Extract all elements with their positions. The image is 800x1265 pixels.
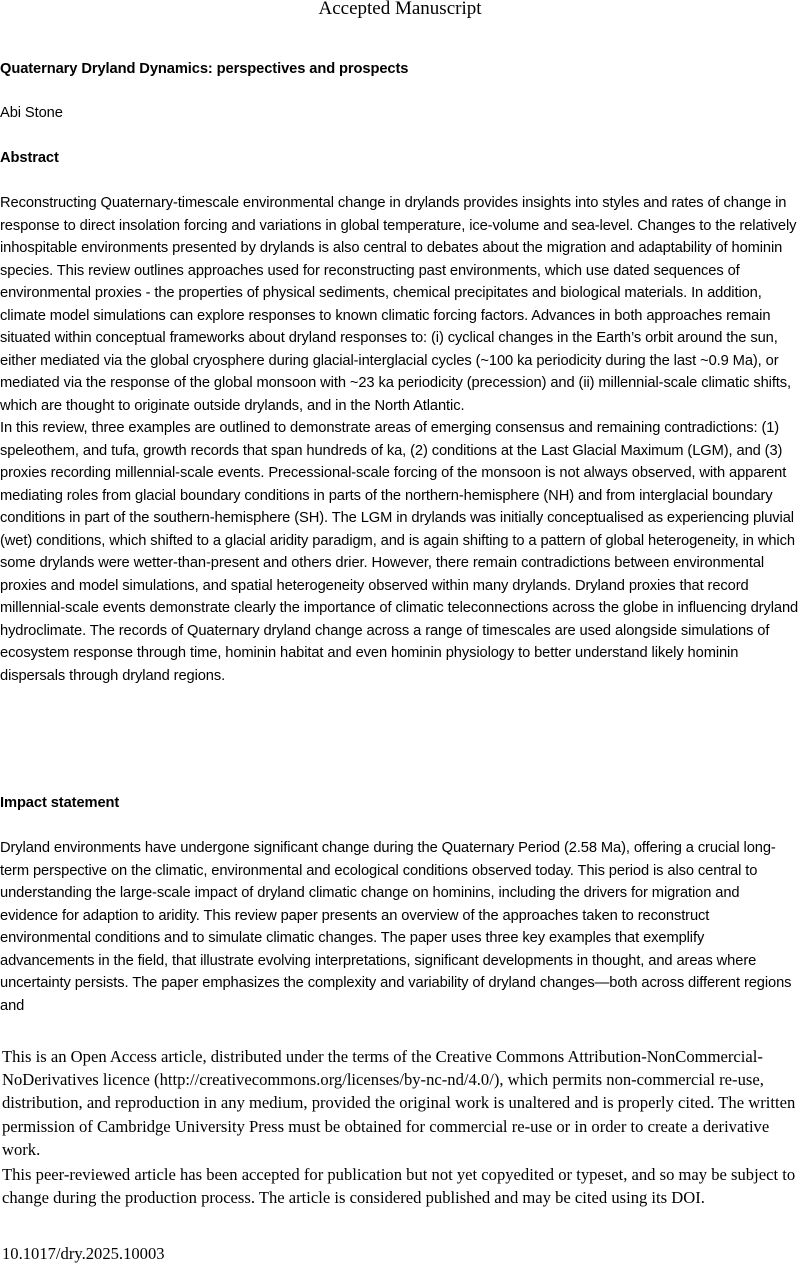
abstract-paragraph-2: In this review, three examples are outlined to demonstrate areas of emerging consensus and remaining contradictions: (1) speleothem, and tufa, growth records that span hundreds of ka, (2) conditions at the Last Glacial Maximum (LGM), and (3) proxies recording millennial-scale events. Precessional-scale forcing of the monsoon is not always observed, with apparent mediating roles from glacial boundary conditions in parts of the northern-hemisphere (NH) and from interglacial boundary conditions in part of the southern-hemisphere (SH). The LGM in drylands was initially conceptualised as experiencing pluvial (wet) conditions, which shifted to a glacial aridity paradigm, and is again shifting to a pattern of global heterogeneity, in which some drylands were wetter-than-present and others drier. However, there remain contradictions between environmental proxies and model simulations, and spatial heterogeneity observed within many drylands. Dryland proxies that record millennial-scale events demonstrate clearly the importance of climatic teleconnections across the globe in influencing dryland hydroclimate. The records of Quaternary dryland change across a range of timescales are used alongside simulations of ecosystem response through time, hominin habitat and even hominin physiology to better understand likely hominin dispersals through dryland regions. [0, 420, 799, 684]
paper-title: Quaternary Dryland Dynamics: perspectives and prospects [0, 61, 409, 77]
impact-heading: Impact statement [0, 795, 120, 811]
abstract-paragraph-1: Reconstructing Quaternary-timescale environmental change in drylands provides insights into styles and rates of change in response to direct insolation forcing and variations in global temperature, ice-volume and sea-level. Changes to the relatively inhospitable environments presented by drylands is also central to debates about the migration and adaptability of hominin species. This review outlines approaches used for reconstructing past environments, which use dated sequences of environmental proxies - the properties of physical sediments, chemical precipitates and biological materials. In addition, climate model simulations can explore responses to known climatic forcing factors. Advances in both approaches remain situated within conceptual frameworks about dryland responses to: (i) cyclical changes in the Earth’s orbit around the sun, either mediated via the global cryosphere during glacial-interglacial cycles (~100 ka periodicity during the last ~0.9 Ma), or mediated via the response of the global monsoon with ~23 ka periodicity (precession) and (ii) millennial-scale climatic shifts, which are thought to originate outside drylands, and in the North Atlantic. [0, 195, 797, 414]
impact-body [0, 837, 800, 1017]
author-name: Abi Stone [0, 105, 63, 121]
doi: 10.1017/dry.2025.10003 [2, 1244, 165, 1263]
running-header: Accepted Manuscript [318, 0, 482, 19]
impact-paragraph: Dryland environments have undergone significant change during the Quaternary Period (2.58 Ma), offering a crucial long-term perspective on the climatic, environmental and ecological conditions observed today. This period is also central to understanding the large-scale impact of dryland climatic change on hominins, including the drivers for migration and evidence for adaption to aridity. This review paper presents an overview of the approaches taken to reconstruct environmental conditions and to simulate climatic changes. The paper uses three key examples that exemplify advancements in the field, that illustrate evolving interpretations, significant developments in thought, and areas where uncertainty persists. The paper emphasizes the complexity and variability of dryland changes—both across different regions and [0, 840, 792, 1014]
abstract-heading: Abstract [0, 150, 59, 166]
peer-review-notice: This peer-reviewed article has been accepted for publication but not yet copyedited or typeset, and so may be subject to change during the production process. The article is considered published and may be cited using its DOI. [2, 1165, 796, 1208]
license-notice: This is an Open Access article, distributed under the terms of the Creative Commons Attribution-NonCommercial-NoDerivatives licence (http://creativecommons.org/licenses/by-nc-nd/4.0/), which permits non-commercial re-use, distribution, and reproduction in any medium, provided the original work is unaltered and is properly cited. The written permission of Cambridge University Press must be obtained for commercial re-use or in order to create a derivative work. [2, 1047, 796, 1159]
abstract-body [0, 192, 800, 687]
